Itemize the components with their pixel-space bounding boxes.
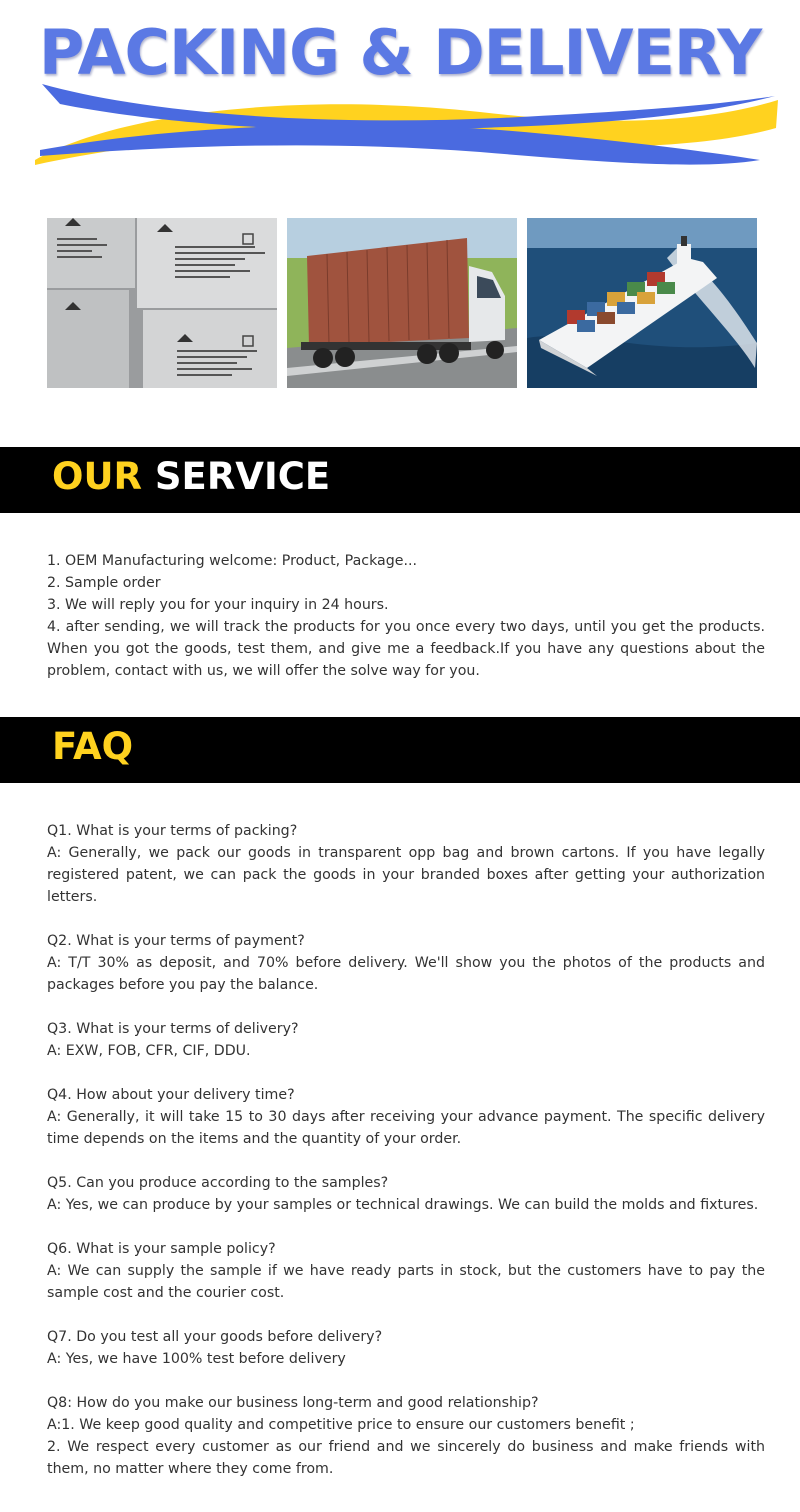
faq-item	[47, 1238, 765, 1304]
service-list	[47, 550, 765, 682]
faq-answer: A: We can supply the sample if we have ready parts in stock, but the customers have to pay the sample cost and the courier cost.	[47, 1263, 765, 1301]
service-item: 2. Sample order	[47, 575, 161, 591]
faq-answer: A: EXW, FOB, CFR, CIF, DDU.	[47, 1043, 251, 1059]
page-title: PACKING & DELIVERY	[38, 16, 762, 89]
service-heading-accent: OUR	[52, 455, 142, 498]
faq-question: Q5. Can you produce according to the samples?	[47, 1175, 389, 1191]
faq-question: Q7. Do you test all your goods before delivery?	[47, 1329, 383, 1345]
faq-answer-continued: 2. We respect every customer as our friend and we sincerely do business and make friends with them, no matter where they come from.	[47, 1439, 765, 1477]
faq-item	[47, 820, 765, 908]
faq-item	[47, 930, 765, 996]
faq-item	[47, 1392, 765, 1480]
faq-question: Q8: How do you make our business long-term and good relationship?	[47, 1395, 539, 1411]
faq-section-bar	[0, 717, 800, 783]
faq-question: Q2. What is your terms of payment?	[47, 933, 305, 949]
carton-boxes-photo	[47, 218, 277, 388]
faq-item	[47, 1326, 765, 1370]
service-item: 3. We will reply you for your inquiry in 24 hours.	[47, 597, 389, 613]
service-heading-rest: SERVICE	[154, 455, 331, 498]
faq-question: Q1. What is your terms of packing?	[47, 823, 298, 839]
faq-answer: A: Generally, it will take 15 to 30 days after receiving your advance payment. The specific delivery time depends on the items and the quantity of your order.	[47, 1109, 765, 1147]
container-truck-photo	[287, 218, 517, 388]
service-item: 4. after sending, we will track the products for you once every two days, until you get the products. When you got the goods, test them, and give me a feedback.If you have any questions about the problem, contact with us, we will offer the solve way for you.	[47, 619, 765, 679]
faq-question: Q6. What is your sample policy?	[47, 1241, 276, 1257]
header-banner	[0, 0, 800, 200]
faq-list	[47, 820, 765, 1502]
photo-row	[0, 218, 800, 390]
faq-item	[47, 1018, 765, 1062]
faq-heading: FAQ	[52, 725, 134, 768]
service-item: 1. OEM Manufacturing welcome: Product, Package...	[47, 553, 417, 569]
faq-item	[47, 1084, 765, 1150]
faq-answer: A: Yes, we have 100% test before delivery	[47, 1351, 346, 1367]
faq-answer: A: Generally, we pack our goods in transparent opp bag and brown cartons. If you have legally registered patent, we can pack the goods in your branded boxes after getting your authorization letters.	[47, 845, 765, 905]
cargo-ship-photo	[527, 218, 757, 388]
service-heading	[52, 455, 330, 498]
service-section-bar	[0, 447, 800, 513]
faq-answer: A: Yes, we can produce by your samples or technical drawings. We can build the molds and fixtures.	[47, 1197, 759, 1213]
faq-answer: A:1. We keep good quality and competitive price to ensure our customers benefit ;	[47, 1417, 635, 1433]
faq-question: Q3. What is your terms of delivery?	[47, 1021, 299, 1037]
faq-question: Q4. How about your delivery time?	[47, 1087, 295, 1103]
faq-item	[47, 1172, 765, 1216]
faq-answer: A: T/T 30% as deposit, and 70% before delivery. We'll show you the photos of the products and packages before you pay the balance.	[47, 955, 765, 993]
